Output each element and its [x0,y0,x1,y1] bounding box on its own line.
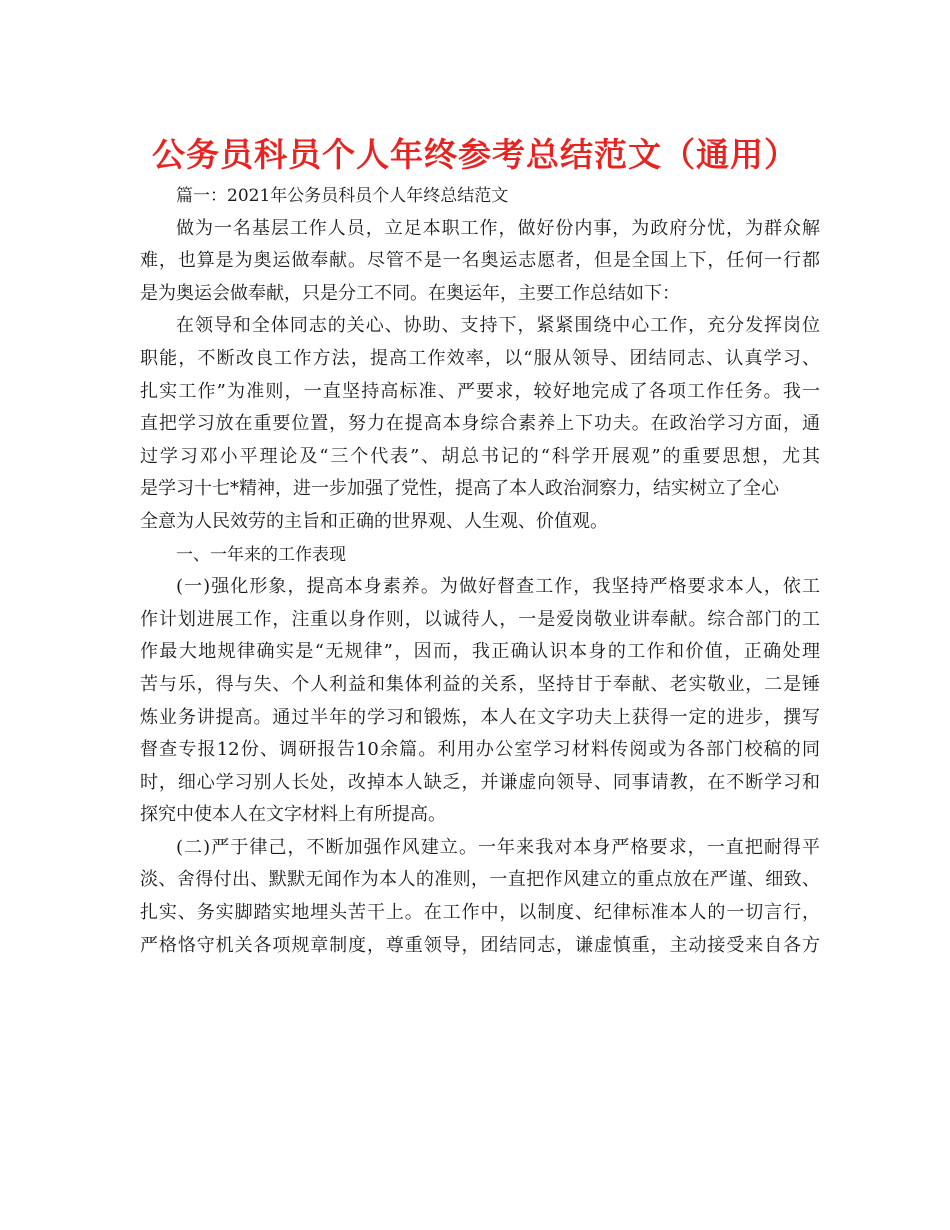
paragraph-line: 做为一名基层工作人员，立足本职工作，做好份内事，为政府分忧，为群众解 [176,217,820,239]
paragraph-line: 扎实、务实脚踏实地埋头苦干上。在工作中，以制度、纪律标准本人的一切言行， [140,902,820,924]
paragraph-line: 时，细心学习别人长处，改掉本人缺乏，并谦虚向领导、同事请教，在不断学习和 [140,771,820,793]
paragraph-line: (一)强化形象，提高本身素养。为做好督查工作，我坚持严格要求本人，依工 [176,576,820,598]
paragraph-line: 严格恪守机关各项规章制度，尊重领导，团结同志，谦虚慎重，主动接受来自各方 [140,934,820,956]
document-body [140,180,820,962]
paragraph-line: 职能，不断改良工作方法，提高工作效率，以“服从领导、团结同志、认真学习、 [140,347,820,369]
paragraph-line: 在领导和全体同志的关心、协助、支持下，紧紧围绕中心工作，充分发挥岗位 [176,315,820,337]
paragraph-line: 作计划进展工作，注重以身作则，以诚待人，一是爱岗敬业讲奉献。综合部门的工 [140,608,820,630]
article-subtitle: 篇一：2021年公务员科员个人年终总结范文 [176,186,509,206]
paragraph-line: 扎实工作”为准则，一直坚持高标准、严要求，较好地完成了各项工作任务。我一 [140,380,820,402]
paragraph-line: 探究中使本人在文字材料上有所提高。 [140,804,446,826]
paragraph-line: 全意为人民效劳的主旨和正确的世界观、人生观、价值观。 [140,510,608,532]
paragraph-line: 督查专报12份、调研报告10余篇。利用办公室学习材料传阅或为各部门校稿的同 [140,739,820,761]
paragraph-line: 是为奥运会做奉献，只是分工不同。在奥运年，主要工作总结如下： [140,282,680,304]
paragraph-line: 炼业务讲提高。通过半年的学习和锻炼，本人在文字功夫上获得一定的进步，撰写 [140,706,820,728]
paragraph-line: (二)严于律己，不断加强作风建立。一年来我对本身严格要求，一直把耐得平 [176,836,820,858]
paragraph-line: 淡、舍得付出、默默无闻作为本人的准则，一直把作风建立的重点放在严谨、细致、 [140,869,820,891]
paragraph-line: 是学习十七*精神，进一步加强了党性，提高了本人政治洞察力，结实树立了全心 [140,478,779,500]
paragraph-line: 难，也算是为奥运做奉献。尽管不是一名奥运志愿者，但是全国上下，任何一行都 [140,250,820,272]
paragraph-line: 直把学习放在重要位置，努力在提高本身综合素养上下功夫。在政治学习方面，通 [140,413,820,435]
paragraph-line: 过学习邓小平理论及“三个代表”、胡总书记的“科学开展观”的重要思想，尤其 [140,445,820,467]
section-heading: 一、一年来的工作表现 [176,544,346,565]
paragraph-line: 作最大地规律确实是“无规律”，因而，我正确认识本身的工作和价值，正确处理 [140,641,820,663]
paragraph-line: 苦与乐，得与失、个人利益和集体利益的关系，坚持甘于奉献、老实敬业，二是锤 [140,673,820,695]
document-title: 公务员科员个人年终参考总结范文（通用） [152,135,798,174]
